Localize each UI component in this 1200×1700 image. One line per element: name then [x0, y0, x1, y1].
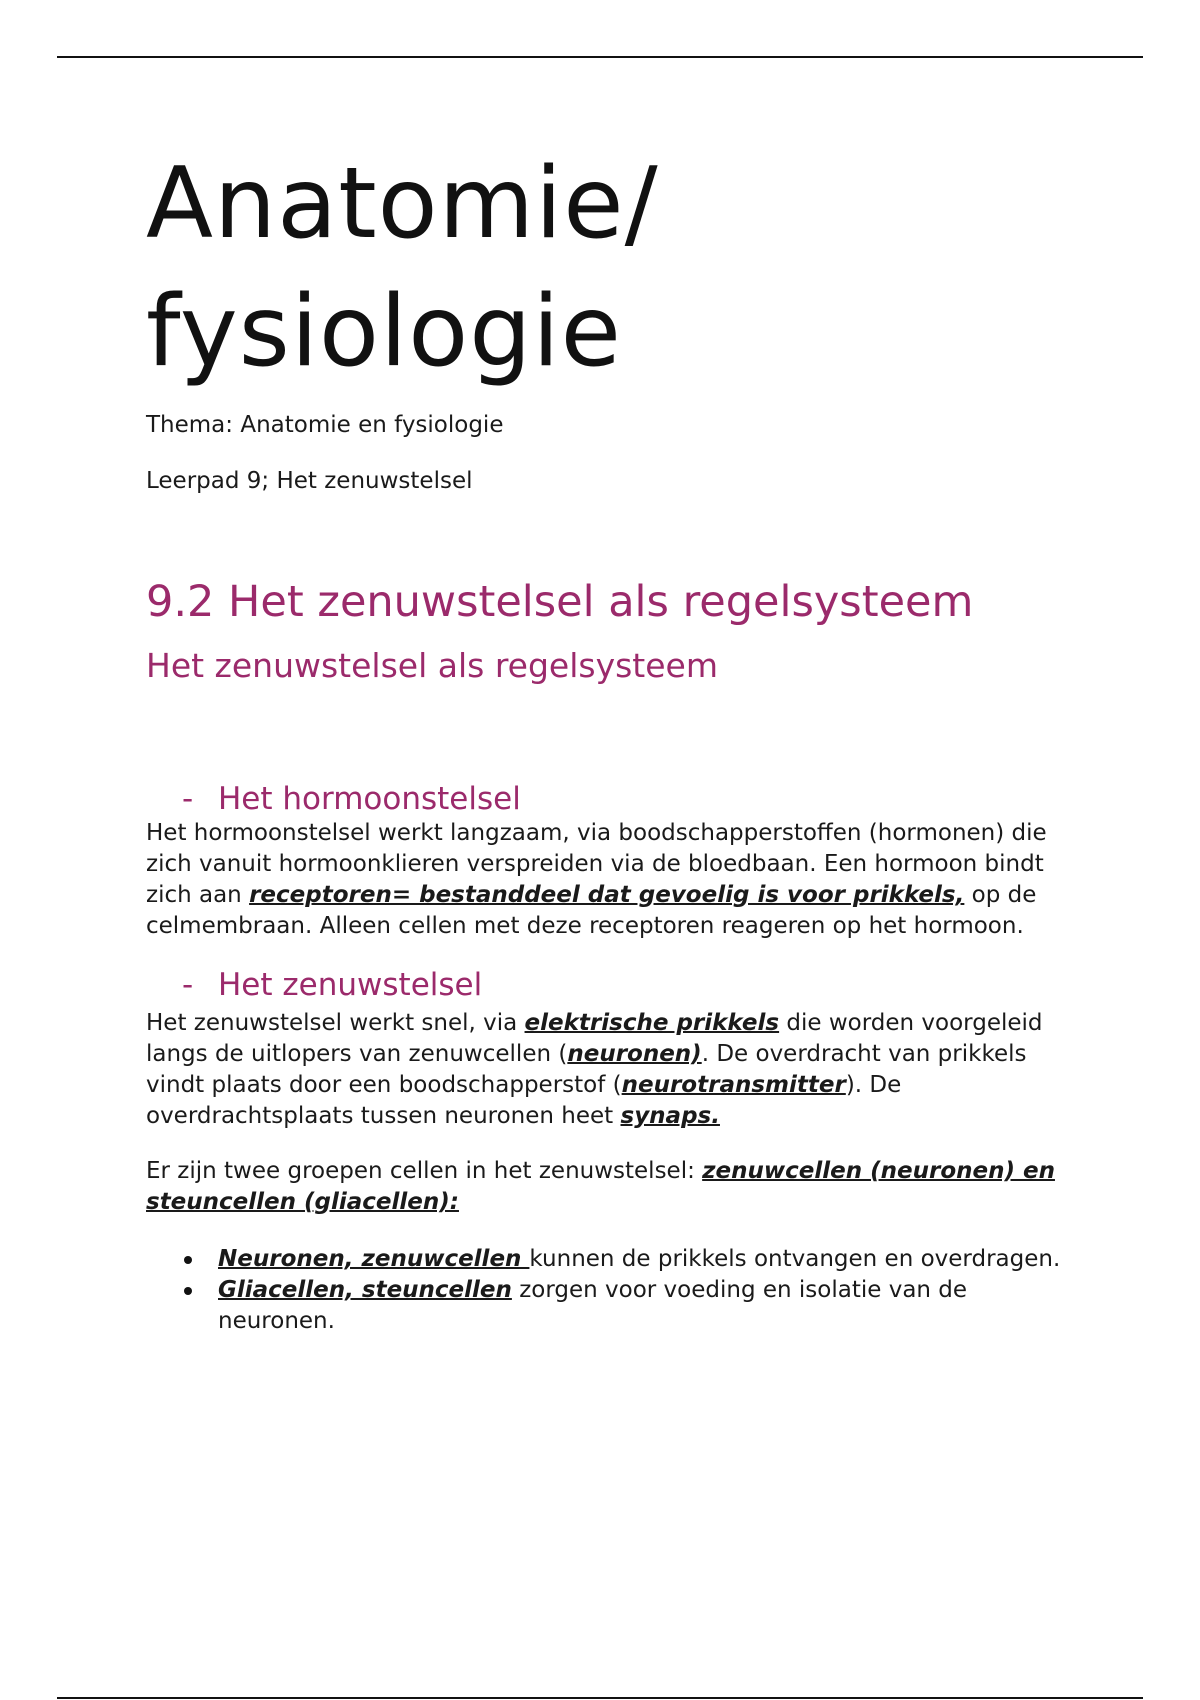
cell-groups-text: Er zijn twee groepen cellen in het zenuwstelsel:: [146, 1158, 703, 1184]
bullet-text: kunnen de prikkels ontvangen en overdragen.: [529, 1246, 1061, 1272]
title-line-1: Anatomie/: [146, 147, 659, 261]
zenuw-text-4: ). De overdrachtsplaats tussen neuronen heet: [146, 1072, 902, 1129]
hormoonstelsel-paragraph: [146, 818, 1066, 942]
bullet-dot: [184, 1256, 192, 1264]
subheading: Het zenuwstelsel als regelsysteem: [146, 646, 718, 685]
zenuwstelsel-heading: [146, 966, 1066, 1004]
thema-line: Thema: Anatomie en fysiologie: [146, 412, 504, 438]
hormoonstelsel-heading: [146, 780, 1066, 818]
keyword-synaps: synaps.: [620, 1103, 720, 1129]
document-body: [146, 140, 1066, 1337]
dash-marker: -: [182, 967, 194, 1003]
top-rule: [57, 56, 1143, 58]
list-item: [146, 1275, 1066, 1337]
zenuw-text-1: Het zenuwstelsel werkt snel, via: [146, 1010, 525, 1036]
hormoon-text-1: Het hormoonstelsel werkt langzaam, via boodschapperstoffen (hormonen) die zich vanuit hormoonklieren verspreiden via de bloedbaan. Een hormoon bindt zich aan: [146, 820, 1047, 908]
section-heading: 9.2 Het zenuwstelsel als regelsysteem: [146, 577, 974, 627]
hormoonstelsel-heading-text: Het hormoonstelsel: [218, 781, 521, 817]
hormoon-text-2: op de celmembraan. Alleen cellen met deze receptoren reageren op het hormoon.: [146, 882, 1037, 939]
keyword-receptoren: receptoren= bestanddeel dat gevoelig is voor prikkels,: [249, 882, 965, 908]
keyword-neurotransmitter: neurotransmitter: [621, 1072, 846, 1098]
keyword-neuronen: neuronen): [567, 1041, 702, 1067]
bullet-keyword: Neuronen, zenuwcellen: [218, 1246, 530, 1272]
zenuw-text-2: die worden voorgeleid langs de uitlopers van zenuwcellen (: [146, 1010, 1043, 1067]
list-item: [146, 1244, 1066, 1275]
bottom-rule: [57, 1697, 1143, 1699]
keyword-elektrische-prikkels: elektrische prikkels: [524, 1010, 780, 1036]
document-title: [146, 140, 1066, 396]
keyword-cell-groups: zenuwcellen (neuronen) en steuncellen (gliacellen):: [146, 1158, 1055, 1215]
zenuwstelsel-heading-text: Het zenuwstelsel: [218, 967, 483, 1003]
leerpad-line: Leerpad 9; Het zenuwstelsel: [146, 468, 473, 494]
cell-types-list: [146, 1244, 1066, 1337]
cell-groups-paragraph: [146, 1156, 1066, 1218]
zenuwstelsel-paragraph: [146, 1008, 1066, 1132]
dash-marker: -: [182, 781, 194, 817]
bullet-keyword: Gliacellen, steuncellen: [218, 1277, 512, 1303]
zenuw-text-3: . De overdracht van prikkels vindt plaats door een boodschapperstof (: [146, 1041, 1027, 1098]
bullet-dot: [184, 1287, 192, 1295]
bullet-text: zorgen voor voeding en isolatie van de neuronen.: [218, 1277, 968, 1334]
title-line-2: fysiologie: [146, 275, 622, 389]
